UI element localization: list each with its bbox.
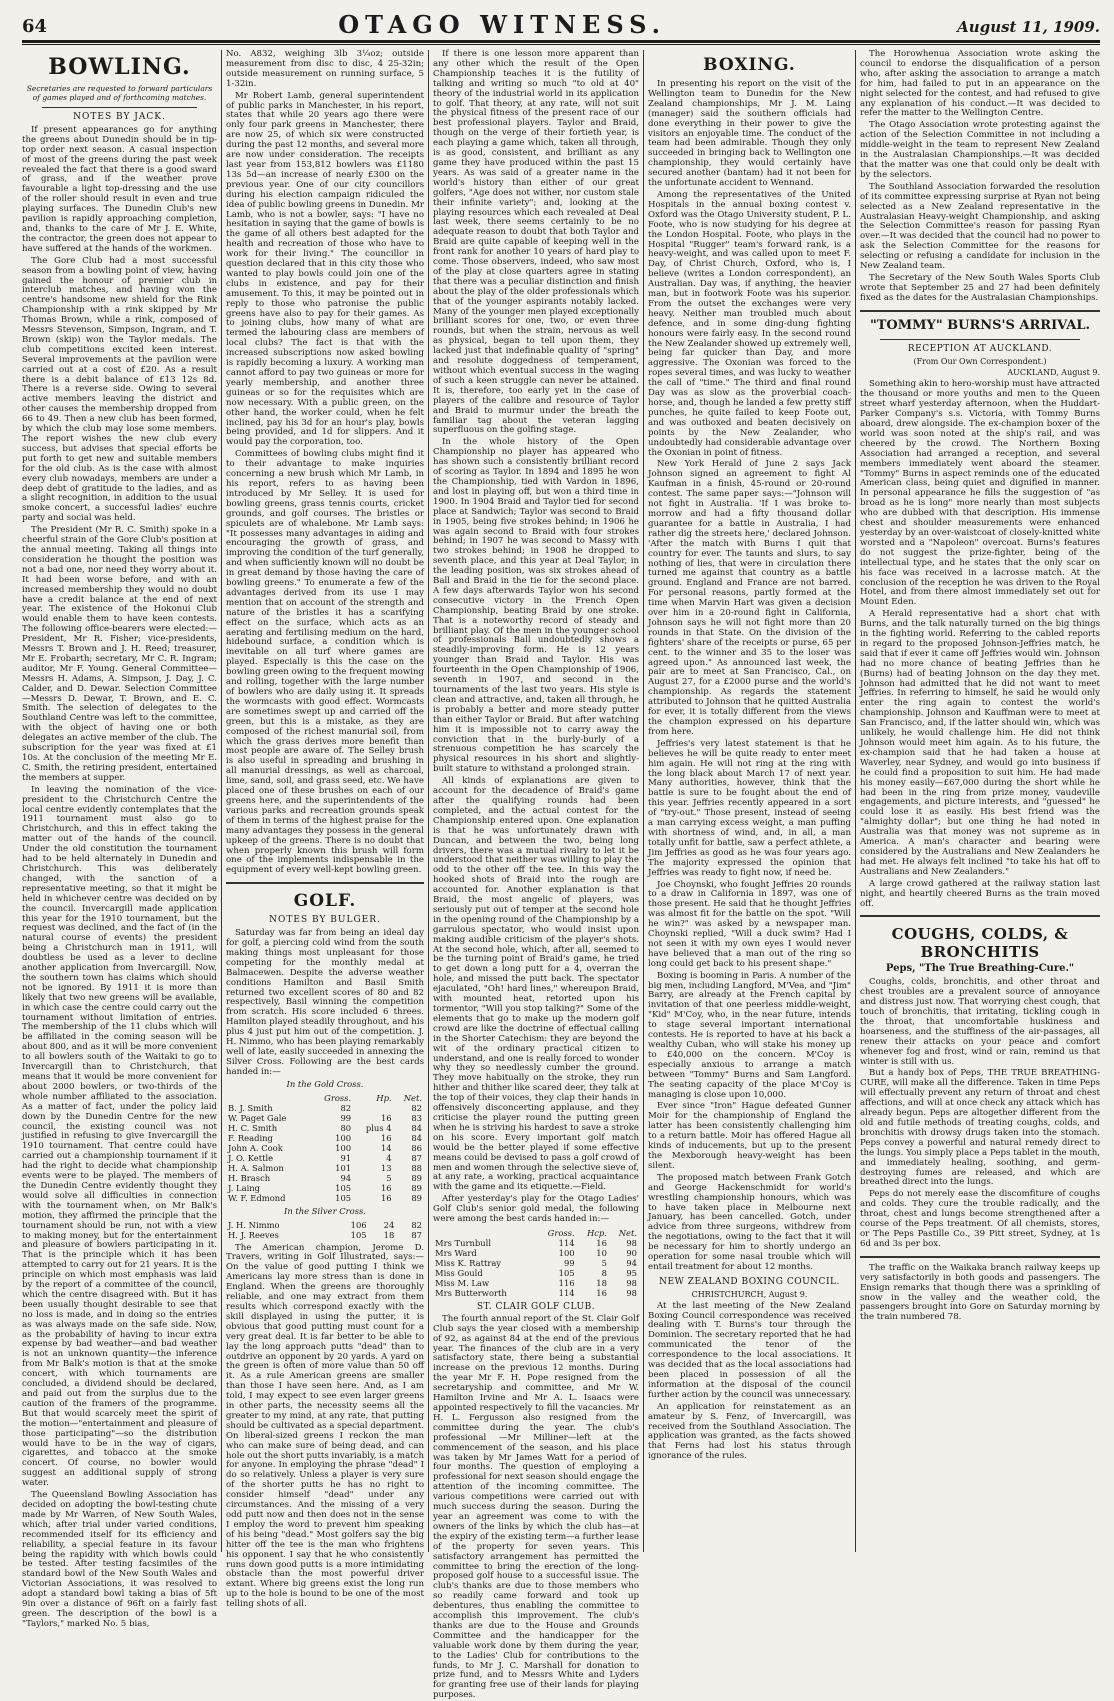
table-row [433, 1248, 639, 1258]
bowling-secretary-note: Secretaries are requested to forward particulars of games played and of forthcoming matches. [26, 84, 213, 102]
table-cell: 101 [335, 1162, 352, 1173]
table-cell: 95 [626, 1267, 637, 1278]
boxing-council-paragraph: The Southland Association forwarded the resolution of its committee expressing surprise at Ryan not being selected as a New Zealand representative in the Australasian Heavy-weight Championship, and asking the Selection Committee's reason for passing Ryan over.—It was decided that the council had no power to ask the Selection Committee for the reasons for selecting or refusing a candidate for inclusion in the New Zealand team. [860, 181, 1100, 272]
table-cell: 98 [626, 1277, 637, 1288]
table-cell: 88 [411, 1162, 422, 1173]
boxing-council-paragraph: The Otago Association wrote protesting against the action of the Selection Committee in not including a middle-weight in the team to represent New Zealand in the Australasian Championships.—It was decided that the matter was one that could only be dealt with by the selectors. [860, 120, 1100, 180]
boxing-paragraph: Boxing is booming in Paris. A number of the big men, including Langford, M'Vea, and "Jim" Barry, are already at the French capital by invitation of that one peerless middle-weight, "Kid" M'Coy, who, in the near future, intends to stage several important international contests. He is reported to have at his back a wealthy Cuban, who will stake his money up to £40,000 on the concern. M'Coy is especially anxious to arrange a match between "Tommy" Burns and Sam Langford. The seating capacity of the place M'Coy is managing is close upon 10,000. [648, 970, 851, 1100]
column-1 [22, 50, 217, 1629]
table-cell: 16 [380, 1182, 392, 1193]
boxing-title: BOXING. [703, 55, 796, 75]
gold-cross-table [226, 1093, 424, 1203]
advert-paragraph: Coughs, colds, bronchitis, and other throat and chest troubles are a prevalent source of annoyance and distress just now. That worrying chest cough, that touch of bronchitis, that irritating, tickling cough in the throat, that uncomfortable huskiness and hoarseness, and the stuffiness of the air-passages, all renew their attacks on your peace and comfort whenever fog and frost, wind or rain, remind us that winter is still with us. [860, 977, 1100, 1067]
table-cell: 14 [380, 1142, 392, 1153]
table-cell: 8 [601, 1267, 607, 1278]
divider [880, 339, 1080, 340]
boxing-paragraph: Jeffries's very latest statement is that he believes he will be quite ready to enter meet him again. He will not ring at the ring with the long black about March 17 of next year. Many authorities, however, think that the battle is sure to be fought about the end of this year. Jeffries recently appeared in a sort of "try-out." Those present, instead of seeing a man carrying excess weight, a man puffing with shortness of wind, and, in all, a man totally unfit for battle, saw a perfect athlete, a Jim Jeffries as good as he was four years ago. The majority expressed the opinion that Jeffries was ready to fight now, if need be. [648, 738, 851, 878]
table-cell: 16 [380, 1192, 392, 1203]
bowling-paragraph: No. A832, weighing 3lb 3¼oz; outside measurement from disc to disc, 4 25-32in; outside measurement on running surface, 5 1-32in. [226, 49, 424, 89]
table-row [226, 1163, 424, 1173]
table-header: Hcp. [586, 1227, 607, 1238]
table-cell: 105 [335, 1182, 352, 1193]
table-cell: Mrs Turnbull [435, 1237, 492, 1248]
bowling-title: BOWLING. [48, 54, 191, 80]
column-rule [643, 50, 644, 1552]
table-row [226, 1133, 424, 1143]
table-cell: H. C. Smith [228, 1122, 278, 1133]
burns-title: "TOMMY" BURNS'S ARRIVAL. [869, 317, 1091, 333]
boxing-paragraph: Joe Choynski, who fought Jeffries 20 rounds to a draw in California in 1897, was one of those present. He said that he thought Jeffries was almost fit for the battle on the spot. "Will he win?" was asked by a newspaper man. Choynski replied, "Will a duck swim? Had I not seen it with my own eyes I would never have believed that a man out of the ring so long could get back to his present shape." [648, 879, 851, 969]
column-5 [860, 50, 1100, 1552]
bowling-paragraph: In leaving the nomination of the vice-president to the Christchurch Centre the local centre evidently contemplates that the 1911 tournament must also go to Christchurch, and this in effect taking the matter out of the hands of the council. Under the old constitution the tournament had to be held alternately in Dunedin and Christchurch. This was deliberately changed, with the sanction of a representative meeting, so that it might be held in whichever centre was decided on by the council. Invercargill made application this year for the 1910 tournament, but the request was declined, and the fact of (in the natural course of events) the president being a Christchurch man in 1911, will doubtless be used as a lever to decline another application from Invercargill. Now, the southern town has claims which should not be ignored. By 1911 it is more than likely that two new greens will be available, in which case the centre could carry out the tournament without limitation of entries. The membership of the 11 clubs which will be affiliated in the coming season will be about 800, and as it will be more convenient to all bowlers south of the Waitaki to go to Invercargill than to Christchurch, that means that it would be more convenient for about 2000 bowlers, or two-thirds of the whole number affiliated to the association. As a matter of fact, under the policy laid down by the Dunedin Centre for the new council, the existing council was not justified in refusing to give Invercargill the 1910 tournament. That centre could have carried out a championship tournament if it had the right to decide what championship events were to be played. The members of the Dunedin Centre evidently thought they would solve all difficulties in connection with the tournament when, on Mr Balk's motion, they affirmed the principle that the tournament should be run, not with a view to making money, but for the entertainment and pleasure of bowlers participating in it. That is the principle which it has been attempted to carry out for 21 years. It is the principle on which most emphasis was laid by the report of a committee of the council, which the centre disagreed with. But it has been usually thought desirable to see that no loss is made, and in doing so the entries as was always made on the safe side. Now, as the probability of having to incur extra expense by bad weather—and bad weather is not an unknown quantity—the inference from Mr Balk's motion is that at the smoke concert, with which tournaments are concluded, a dividend should be declared, and paid out from the surplus due to the caution of the framers of the programme. But that would scarcely meet the spirit of the motion—"entertainment and pleasure of those participating"—so the distribution would have to be in the way of cigars, cigarettes, and tobacco at the smoke concert. Of course, no bowler would suggest an additional supply of strong water. [22, 784, 217, 1489]
table-row [226, 1193, 424, 1203]
table-cell: 105 [335, 1192, 352, 1203]
table-cell: 90 [626, 1247, 637, 1258]
table-cell: 116 [558, 1277, 575, 1288]
table-cell: 13 [380, 1162, 392, 1173]
table-cell: 114 [558, 1237, 575, 1248]
column-2 [226, 49, 425, 1610]
table-cell: 105 [558, 1267, 575, 1278]
bowling-paragraph: The President (Mr R. C. Smith) spoke in a cheerful strain of the Gore Club's position at the annual meeting. Taking all things into consideration he thought the position was not a bad one, nor need they worry about it. It had been worse before, and with an increased membership they would no doubt have a credit balance at the end of next year. The existence of the Hokonui Club would enable them to have keen contests. The following office-bearers were elected:—President, Mr R. Fisher; vice-presidents, Messrs T. Brown and J. H. Reed; treasurer, Mr E. Frobarth; secretary, Mr C. R. Ingram; auditor, Mr F. Young. General Committee—Messrs H. Adams, A. Simpson, J. Day, J. C. Calder, and D. Dewar. Selection Committee—Messrs D. Dewar, T. Brown, and E. C. Smith. The selection of delegates to the Southland Centre was left to the committee, with the object of having one or both delegates an active member of the club. The subscription for the year was fixed at £1 10s. At the conclusion of the meeting Mr E. C. Smith, the retiring president, entertained the members at supper. [22, 525, 217, 783]
table-cell: 80 [340, 1122, 352, 1133]
table-cell: 91 [340, 1152, 352, 1163]
table-header [433, 1228, 535, 1238]
table-row [433, 1238, 639, 1248]
advert-subtitle: Peps, "The True Breathing-Cure." [885, 963, 1075, 975]
table-row [226, 1230, 424, 1240]
table-cell: H. J. Reeves [228, 1229, 279, 1240]
boxing-council-paragraph: At the last meeting of the New Zealand Boxing Council correspondence was received dealing with T. Burns's tour through the Dominion. The secretary reported that he had communicated the tenor of the correspondence to the local associations. It was decided that as the local associations had been placed in possession of all the information at the disposal of the council further action by the council was unnecessary. [648, 1300, 852, 1400]
table-cell: 82 [411, 1219, 422, 1230]
table-cell: 87 [411, 1229, 422, 1240]
table-cell: 86 [411, 1142, 422, 1153]
table-row [226, 1113, 424, 1123]
silver-cross-caption: In the Silver Cross. [284, 1205, 366, 1216]
paper-title: OTAGO WITNESS. [338, 10, 666, 39]
table-cell: 83 [411, 1112, 422, 1123]
table-cell: Mrs Butterworth [435, 1287, 507, 1298]
table-cell: 18 [596, 1277, 607, 1288]
golf-paragraph: All kinds of explanations are given to account for the decadence of Braid's game after the qualifying rounds had been completed, and the actual contest for the Championship entered upon. One explanation is that he was unfortunately drawn with Duncan, and between the two, being long drivers, there was a mutual rivalry to let it be understood that neither was willing to play the odd to the other off the tee. In this way the hooked shots of Braid into the rough are accounted for. Another explanation is that Braid, the most angelic of players, was seriously put out of temper at the second hole in the opening round of the Championship by a garrulous spectator, who would insist upon making audible criticism of the player's shots. At the second hole, which, after all, seemed to be the turning point of Braid's game, he tried to get down a long putt for a 4, overran the hole, and missed the putt back. The spectator ejaculated, "Oh! hard lines," whereupon Braid, with mounted heat, retorted upon his tormentor, "Will you stop talking?" Some of the elements that go to make up the modern golf crowd are like the doctrine of effectual calling in the Shorter Catechism: they are beyond the wit of the ordinary practical citizen to understand, and one is really forced to wonder why they so needlessly cumber the ground. They move habitually on the stroke, they run hither and thither like scared deer, they talk at the top of their voices, they clap their hands in offensively disconcerting applause, and they criticise the player round the putting green when he is striving his hardest to save a stroke on his score. Every important golf match would be the better played if some effective means could be devised to pass a golf crowd of men and women through the selective sieve of, at any rate, a working, practical acquaintance with the game and its etiquette.—Field. [433, 776, 639, 1193]
table-cell: John A. Cook [228, 1142, 283, 1153]
table-header: Gross. [547, 1227, 575, 1238]
masthead [22, 10, 1100, 43]
gold-cross-caption: In the Gold Cross. [286, 1078, 364, 1089]
table-cell: 100 [335, 1132, 352, 1143]
table-row [226, 1123, 424, 1133]
boxing-council-paragraph: The Horowhenua Association wrote asking the council to endorse the disqualification of a person who, after asking the association to arrange a match for him, had failed to put in an appearance on the night selected for the contest, and had refused to give any explanation of his conduct.—It was decided to refer the matter to the Wellington Centre. [860, 49, 1100, 119]
table-cell: Mrs Ward [435, 1247, 477, 1258]
table-cell: 4 [386, 1152, 392, 1163]
table-row [226, 1173, 424, 1183]
golf-paragraph: The American champion, Jerome D. Travers, writing in Golf Illustrated, says:—On the value of good putting I think we Americans lay more stress than is done in England. When the greens are thoroughly reliable, and one may extract from them results which correspond exactly with the skill displayed in using the putter, it is obvious that good putting must count for a very great deal. It is far better to be able to lay the long approach putts "dead" than to outdrive an opponent by 20 yards. A yard on the green is often of more value than 50 off it. As a rule American greens are smaller than those I have seen here. And, as I am told, I may expect to see even larger greens in other parts, the necessity seems all the greater to my mind, at any rate, that putting should be cultivated as a special department. On liberal-sized greens I reckon the man who can make sure of being dead, and can hole out the short putts invariably, is a match for anyone. In employing the phrase "dead" I do so relatively. Unless a player is very sure of the shorter putts he has no right to consider himself "dead" under any circumstances. And the missing of a very odd putt now and then does not in the sense I employ the word to prevent him speaking of his being "dead." Most golfers say the big hitter off the tee is the man who frightens his opponent. I say that he who consistently runs down good putts is a more intimidating obstacle than the most powerful driver extant. Where big greens exist the long run up to the hole is bound to be one of the most telling shots of all. [226, 1242, 425, 1610]
table-row [226, 1153, 424, 1163]
boxing-paragraph: New York Herald of June 2 says Jack Johnson signed an agreement to fight Al Kaufman in a finish, 45-round or 20-round contest. The same paper says:—"Johnson will not fight in Australia. 'If I was broke to-morrow and had a fifty thousand dollar guarantee for a battle in Australia, I had rather dig the streets here,' declared Johnson. 'After the match with Burns I quit that country for ever. The taunts and slurs, to say nothing of lies, that were in circulation there turned me against that country as a battle ground. England and France are not barred. For personal reasons, partly formed at the time when Marvin Hart was given a decision over him in a 20-round fight in California, Johnson says he will not fight more than 20 rounds in that State. On the division of the fighters' share of the receipts or purse, 65 per cent. to the winner and 35 to the loser was agreed upon." As announced last week, the pair are to meet at San Francisco, Cal., on August 27, for a £2000 purse and the world's championship. As regards the statement attributed to Johnson that he quitted Australia for ever, it is totally different from the views the champion expressed on his departure from here. [648, 459, 851, 737]
table-cell: H. A. Salmon [228, 1162, 284, 1173]
table-cell: 94 [626, 1257, 637, 1268]
table-cell: 98 [626, 1287, 637, 1298]
table-header: Hp. [376, 1092, 392, 1103]
bowling-paragraph: Mr Robert Lamb, general superintendent of public parks in Manchester, in his report, states that while 20 years ago there were only four park greens in Manchester, there are now 25, of which six were constructed during the past 12 months, and several more are now under consideration. The receipts last year from 153,812 bowlers was £1180 13s 5d—an increase of nearly £300 on the previous year. One of our city councillors during his election campaign ridiculed the idea of public bowling greens in Dunedin. Mr Lamb, who is not a bowler, says: "I have no hesitation in saying that the game of bowls is the game of all others best adapted for the health and recreation of those who have to work for their living." The councillor in question declared that in this city those who wanted to play bowls could join one of the clubs in existence, and pay for their amusement. To this, it may be pointed out in reply to those who patronise the public greens have also to pay for their games. As to joining clubs, how many of what are termed the labouring class are members of local clubs? The fact is that with the increased subscriptions now asked bowling is rapidly becoming a luxury. A working man cannot afford to pay two guineas or more for yearly membership, and another three guineas or so for the requisites which are now necessary. With a public green, on the other hand, the worker could, when he felt inclined, pay his 3d for an hour's play, bowls being provided, and 1d for slippers. And it would pay the corporation, too. [226, 90, 424, 448]
burns-paragraph: A large crowd gathered at the railway station last night, and heartily cheered Burns as the train moved off. [860, 878, 1100, 909]
table-header-row [226, 1093, 424, 1103]
boxing-paragraph: Among the representatives of the United Hospitals in the annual boxing contest v. Oxford was the Otago University student, P. L. Foote, who is now studying for his degree at the London Hospital. Foote, who plays in the Hospital "Rugger" team's forward rank, is a heavy-weight, and was called upon to meet F. Day, of Christ Church, Oxford, who is, I believe (writes a London correspondent), an Australian. Day was, if anything, the heavier man, but in footwork Foote was his superior. From the outset the exchanges were very heavy. Neither man troubled much about defence, and in some ding-dung fighting honours were fairly easy. In the second round the New Zealander showed up extremely well, being far quicker than Day, and more aggressive. The Oxonian was forced to the ropes several times, and was lucky to weather the call of "time." The third and final round Day was as slow as the proverbial coach-horse, and, though he landed a few pretty stiff punches, he quite failed to keep Foote out, and was outboxed and beaten decisively on points by the New Zealander, who undoubtedly had considerable advantage over the Oxonian in point of fitness. [648, 189, 851, 458]
table-cell: Miss M. Law [435, 1277, 490, 1288]
column-4 [648, 50, 851, 1552]
stclair-heading: ST. CLAIR GOLF CLUB. [476, 1301, 596, 1312]
table-cell: 5 [386, 1172, 392, 1183]
boxing-council-paragraph: An application for reinstatement as an amateur by S. Fenz, of Invercargill, was received from the Southland Association. The application was granted, as the facts showed that Ferns had lost his status through ignorance of the rules. [648, 1401, 851, 1462]
table-row [433, 1288, 639, 1298]
boxing-council-heading: NEW ZEALAND BOXING COUNCIL. [659, 1276, 840, 1287]
column-rule [221, 50, 222, 1552]
table-cell: 98 [626, 1237, 637, 1248]
table-cell: 16 [380, 1112, 392, 1123]
table-cell: 100 [335, 1142, 352, 1153]
page-number: 64 [22, 16, 48, 37]
table-cell: H. Brasch [228, 1172, 271, 1183]
table-header: Net. [403, 1092, 422, 1103]
issue-date: August 11, 1909. [957, 18, 1100, 36]
table-row [226, 1143, 424, 1153]
boxing-council-paragraph: The Secretary of the New South Wales Sports Club wrote that September 25 and 27 had been definitely fixed as the dates for the Australasian Championships. [860, 272, 1100, 303]
table-cell: W. Paget Gale [228, 1112, 287, 1123]
waikaka-paragraph: The traffic on the Waikaka branch railway keeps up very satisfactorily in both goods and passengers. The Ensign remarks that though there was a sprinkling of snow in the valley and the weather cold, the passengers brought into Gore on Saturday morning by the train numbered 78. [860, 1262, 1100, 1323]
table-cell: 99 [340, 1112, 352, 1123]
table-cell: 94 [340, 1172, 352, 1183]
table-cell: Miss Gould [435, 1267, 483, 1278]
table-cell: Miss K. Rattray [435, 1257, 502, 1268]
table-cell: 89 [411, 1172, 422, 1183]
divider [42, 107, 197, 108]
table-cell: 87 [411, 1152, 422, 1163]
golf-paragraph: If there is one lesson more apparent than any other which the result of the Open Championship teaches it is the futility of talking and writing so much "to old at 40" theory of the industrial world in its application to golf. That theory, at any rate, will not suit the physical fitness of the present race of our best professional players. Taylor and Braid, though on the verge of their fortieth year, is each playing a game which, taken all through, is as good, consistent, and brilliant as any game they have produced within the past 15 years. As was said of a greater name in the world's history than either of our great golfers, "Age does not wither, nor custom stale their infinite variety"; and, looking at the playing resources which each revealed at Deal last week, there seems certainly to be no adequate reason to doubt that both Taylor and Braid are quite capable of keeping well in the front rank for another 10 years of hard play to come. Those observers, indeed, who saw most of the play at close quarters agree in stating that there was a peculiar distinction and finish about the play of the older professionals which that of the younger aspirants notably lacked. Many of the younger men played exceptionally brilliant scores for one, two, or even three rounds, but when the strain, nervous as well as physical, began to tell upon them, they lacked just that indefinable quality of "spring" and resolute doggedness of temperament, without which eventual success in the waging of such a keen struggle can never be attained. It is, therefore, too early yet in the case of players of the calibre and resource of Taylor and Braid to murmur under the breath the familiar tag about the veteran lagging superfluous on the golfing stage. [433, 49, 639, 436]
table-cell: B. J. Smith [228, 1102, 273, 1113]
bowling-paragraph: The Queensland Bowling Association has decided on adopting the bowl-testing chute made by Mr Warren, of New South Wales, which, after trial under varied conditions, recommended itself for its efficiency and reliability, a special feature in its favour being the rapidity with which bowls could be tested. After testing facsimiles of the standard bowl of the New South Wales and Victorian Associations, it was resolved to adopt a standard bowl taking a bias of 5ft 9in over a distance of 96ft on a fairly fast green. The description of the bowl is a "Taylors," marked No. 5 bias, [22, 1490, 217, 1629]
boxing-paragraph: In presenting his report on the visit of the Wellington team to Dunedin for the New Zealand championships, Mr J. M. Laing (manager) said the southern officials had done everything in their power to give the visitors an enjoyable time. The conduct of the team had been admirable. Though they only succeeded in bringing back to Wellington one championship, they would certainly have secured another (bantam) had it not been for the unfortunate accident to Wennand. [648, 79, 851, 189]
golf-paragraph: The fourth annual report of the St. Clair Golf Club says the year closed with a membership of 92, as against 84 at the end of the previous year. The finances of the club are in a very satisfactory state, there being a substantial increase on the previous 12 months. During the year Mr F. H. Pope resigned from the secretaryship and committee, and Mr W. Hamilton Irvine and Mr A. L. Isaacs were appointed respectively to fill the vacancies. Mr H. L. Fergusson also resigned from the committee during the year. The club's professional —Mr Milliner—left at the commencement of the season, and his place was taken by Mr James Watt for a period of four months. The question of employing a professional for next season should engage the attention of the incoming committee. The various competitions were carried out with much success during the season. During the year an agreement was come to with the owners of the links by which the club has—at the expiry of the existing term—a further lease of the property for seven years. This satisfactory arrangement has permitted the committee to bring the erection of the long-proposed golf house to a successful issue. The club's thanks are due to those members who so readily came forward and took up debentures, thus enabling the committee to accomplish this improvement. The club's thanks are due to the House and Grounds Committee and the handicapper for the valuable work done by them during the year, to the Ladies' Club for contributions to the funds, to Mr J. C. Marshall for donation to prize fund, and to Messrs White and Lyders for granting free use of their lands for playing purposes. [433, 1313, 639, 1701]
table-cell: 5 [601, 1257, 607, 1268]
table-cell: 16 [596, 1237, 607, 1248]
table-row [226, 1183, 424, 1193]
column-rule [428, 50, 429, 1552]
table-header-row [433, 1228, 639, 1238]
column-rule [855, 50, 856, 1552]
table-header [226, 1093, 311, 1103]
table-row [433, 1258, 639, 1268]
table-row [433, 1268, 639, 1278]
table-header: Gross. [324, 1092, 352, 1103]
golf-title: GOLF. [293, 891, 357, 912]
table-cell: 84 [411, 1132, 422, 1143]
table-cell: J. Laing [228, 1182, 261, 1193]
section-rule [226, 882, 424, 884]
table-cell: 24 [383, 1219, 395, 1230]
table-cell [353, 1103, 393, 1113]
advert-title: COUGHS, COLDS, & BRONCHITIS [891, 925, 1069, 962]
table-cell: 105 [350, 1229, 367, 1240]
table-cell: 99 [563, 1257, 575, 1268]
table-header: Net. [618, 1227, 637, 1238]
table-row [226, 1103, 424, 1113]
table-cell: 16 [380, 1132, 392, 1143]
table-cell: 114 [558, 1287, 575, 1298]
bowling-paragraph: If present appearances go for anything the greens about Dunedin should be in tip-top order next season. A casual inspection of most of the greens during the past week revealed the fact that there is a good sward of grass, and if the weather prove favourable a light top-dressing and the use of the roller should result in even and true playing surfaces. The Dunedin Club's new pavilion is rapidly approaching completion, and, thanks to the care of Mr J. E. White, the contractor, the green does not appear to have suffered at the hands of the workmen. [22, 124, 217, 254]
column-3 [433, 49, 639, 1701]
burns-subtitle: RECEPTION AT AUCKLAND. [907, 343, 1053, 354]
ladies-medal-table [433, 1228, 639, 1298]
table-cell: 100 [558, 1247, 575, 1258]
table-cell: F. Reading [228, 1132, 273, 1143]
burns-paragraph: Something akin to hero-worship must have attracted the thousand or more youths and men to the Queen street wharf yesterday afternoon, when the Huddart-Parker Company's s.s. Victoria, with Tommy Burns aboard, drew alongside. The ex-champion boxer of the world was soon noted at the ship's rail, and was cheered by the crowd. The Northern Boxing Association had arranged a reception, and several members immediately went aboard the steamer. "Tommy" Burns in aspect reminds one of the educated American class, being quiet and dignified in manner. In personal appearance he fills the suggestion of "as broad as he is long" more nearly than most subjects who are dubbed with that description. His immense chest and shoulder measurements were enhanced yesterday by an over-waistcoat of closely-knitted white worsted and a "Napoleon" overcoat. Burns's features do not suggest the prize-fighter, being of the intellectual type, and he states that the only scar on his face was received in a lacrosse match. At the conclusion of the reception he was driven to the Royal Hotel, and from there almost immediately set out for Mount Eden. [860, 379, 1100, 608]
table-cell: W. F. Edmond [228, 1192, 286, 1203]
bowling-paragraph: The Gore Club had a most successful season from a bowling point of view, having gained the honour of premier club in interclub matches, and having won the centre's handsome new shield for the Rink Championship with a rink skipped by Mr Thomas Brown, while a rink, composed of Messrs Stevenson, Simpson, Ingram, and T. Brown (skip) won the Taylor medals. The club competitions excited keen interest. Several improvements at the pavilion were carried out at a cost of £20. As a result there is a debit balance of £13 12s 8d. There is a reverse side. Owing to several active members leaving the district and other causes the membership dropped from 66 to 49. Then a new club has been formed, by which the club may lose some members. The report wishes the new club every success, but advises that special efforts be put forth to get new and suitable members for the old club. As is the case with almost every club nowadays, members are under a deep debt of gratitude to the ladies, and as a slight recognition, in addition to the usual smoke concert, a successful ladies' euchre party and social was held. [22, 255, 217, 524]
table-cell: 84 [411, 1122, 422, 1133]
table-cell: J. O. Kettle [228, 1152, 274, 1163]
burns-source: (From Our Own Correspondent.) [913, 356, 1047, 366]
golf-paragraph: In the whole history of the Open Championship no player has appeared who has shown such a consistently brilliant record of scoring as Taylor. In 1894 and 1895 he won the Championship, tied with Vardon in 1896, and lost in playing off, but won a third time in 1900. In 1904 Braid and Taylor tied for second place at Sandwich; Taylor was second to Braid in 1905, being five strokes behind; in 1906 he was again second to Braid with four strokes behind; in 1907 he was second to Massy with two strokes behind; in 1908 he dropped to seventh place, and this year at Deal Taylor, in the leading position, was six strokes ahead of Ball and Braid in the tie for the second place. A few days afterwards Taylor won his second consecutive victory in the French Open Championship, beating Braid by one stroke. That is a noteworthy record of steady and brilliant play. Of the men in the younger school of professionals Ball undoubtedly shows a steadily-improving form. He is 12 years younger than Braid and Taylor. His was fourteenth in the Open Championship of 1906, seventh in 1907, and second in the tournaments of the last two years. His style is clean and attractive, and, taken all through, he is probably a better and more steady putter than either Taylor or Braid. But after watching him it is impossible not to carry away the conviction that in the burly-burly of a strenuous competition he has scarcely the physical resources in his short and slightly-built stature to withstand a prolonged strain. [433, 437, 639, 775]
table-cell: 82 [411, 1102, 422, 1113]
silver-cross-table [226, 1220, 424, 1240]
burns-paragraph: A Herald representative had a short chat with Burns, and the talk naturally turned on the big things in the fighting world. Referring to the cabled reports in regard to the proposed Johnson-Jeffries match, he said that if ever it came off Jeffries would win. Johnson had no more chance of beating Jeffries than he (Burns) had of beating Johnson on the day they met. Johnson had admitted that he did not want to meet Jeffries. In referring to himself, he said he would only enter the ring again to contest the world's championship. Johnson and Kauffman were to meet at San Francisco, and, if the latter should win, which was unlikely, he would challenge him. He did not think Johnson would meet him again. As to his future, the ex-champion said that he had taken a house at Waverley, near Sydney, and would go into business if he could find a proposition to suit him. He had made his money easily—£67,000 during the short while he had been in the ring from prize money, vaudeville engagements, and picture interests, and "guessed" he could lose it as easily. His best friend was the "almighty dollar"; but one thing he had noted in Australia was that money was not supreme as in America. A man's character and bearing were considered by the Australians and New Zealanders he had met. He always felt inclined "to take his hat off to Australians and New Zealanders." [860, 609, 1100, 877]
section-rule [860, 1256, 1100, 1258]
golf-paragraph: After yesterday's play for the Otago Ladies' Golf Club's senior gold medal, the following were among the best cards handed in:— [433, 1194, 639, 1225]
table-cell: 18 [383, 1229, 395, 1240]
table-cell: 89 [411, 1192, 422, 1203]
table-cell: 89 [411, 1182, 422, 1193]
golf-byline: NOTES BY BULGER. [269, 915, 381, 926]
boxing-council-dateline: CHRISTCHURCH, August 9. [691, 1289, 808, 1299]
advert-paragraph: Peps do not merely ease the discomfiture of coughs and colds. They cure the trouble radically, and the throat, chest and lungs become strengthened after a course of the Peps treatment. Of all chemists, stores, or The Peps Pastille Co., 39 Pitt street, Sydney, at 1s 6d and 3s per box. [860, 1189, 1100, 1249]
table-row [433, 1278, 639, 1288]
table-cell: 106 [350, 1219, 367, 1230]
table-cell: 10 [596, 1247, 607, 1258]
boxing-paragraph: The proposed match between Frank Gotch and George Hackenschmidt for world's wrestling championship honours, which was to have taken place in Melbourne next January, has been cancelled. Gotch, under advice from three surgeons, withdrew from the negotiations, owing to the fact that it will be necessary for him to shortly undergo an operation for some nasal trouble which will entail treatment for about 12 months. [648, 1172, 851, 1272]
burns-dateline: AUCKLAND, August 9. [1007, 368, 1100, 378]
table-cell: 82 [340, 1102, 352, 1113]
table-cell: plus 4 [365, 1122, 392, 1133]
advert-paragraph: But a handy box of Peps, THE TRUE BREATHING-CURE, will make all the difference. Taken in time Peps will effectually prevent any return of throat and chest affections, and will at once check any attack which has already begun. Peps are altogether different from the old and futile methods of treating coughs, colds, and bronchitis with drowsy drugs taken into the stomach. Peps convey a powerful and natural remedy direct to the lungs. You simply place a Peps tablet in the mouth, and immediately healing, soothing, and germ-destroying fumes are released, and which are breathed direct into the lungs. [860, 1068, 1100, 1188]
boxing-paragraph: Ever since "Iron" Hague defeated Gunner Moir for the championship of England the latter has been consistently challenging him to a return battle. Moir has offered Hague all kinds of inducements, but up to the present the Mexborough heavy-weight has been silent. [648, 1101, 851, 1171]
bowling-paragraph: Committees of bowling clubs might find it to their advantage to make inquiries concerning a new brush which Mr Lamb, in his report, refers to as having been introduced by Mr Selley. It is used for bowling greens, grass tennis courts, cricket grounds, and golf courses. The bristles or spiculets are of whalebone. Mr Lamb says: "It possesses many advantages in aiding and encouraging the growth of grass, and improving the condition of the turf generally, and when sufficiently known will no doubt be in great demand by those having the care of bowling greens." To enumerate a few of the advantages derived from its use I may mention that on account of the strength and nature of the bristles it has a scarifying effect on the surface, which acts as an aerating and fertilising medium on the hard, hidebound surface, a condition which is inevitable on all turf where games are played. Especially is this the case on the bowling green owing to the frequent mowing and rolling, together with the large number of bowlers who are daily using it. It spreads the wormcasts with good effect. Wormcasts are sometimes swept up and carried off the green, but this is a mistake, as they are composed of the richest manurial soil, from which the grass derives more benefit than most people are aware of. The Selley brush is also useful in spreading and brushing in all manurial dressings, as well as charcoal, lime, sand, soil, and grass seed, etc. We have placed one of these brushes on each of our greens here, and the superintendents of the various parks and recreation grounds speak of them in terms of the highest praise for the many advantages they possess in the general upkeep of the greens. There is no doubt that when properly known this brush will form one of the implements indispensable in the equipment of every well-kept bowling green. [226, 449, 424, 876]
bowling-byline: NOTES BY JACK. [73, 112, 166, 122]
table-row [226, 1220, 424, 1230]
golf-paragraph: Saturday was far from being an ideal day for golf, a piercing cold wind from the south making things most unpleasant for those competing for the monthly medal at Balmacewen. Despite the adverse weather conditions Hamilton and Basil Smith returned two excellent scores of 80 and 82 respectively, Basil winning the competition from scratch. His score included 6 threes. Hamilton played steadily throughout, and his plus 4 just put him out of the competition. J. H. Nimmo, who has been playing remarkably well of late, easily succeeded in annexing the Silver Cross. Following are the best cards handed in:— [226, 928, 424, 1077]
section-rule [860, 310, 1100, 312]
table-cell: 16 [596, 1287, 607, 1298]
table-cell: J. H. Nimmo [228, 1219, 280, 1230]
masthead-rule [22, 44, 1100, 45]
section-rule [860, 915, 1100, 917]
